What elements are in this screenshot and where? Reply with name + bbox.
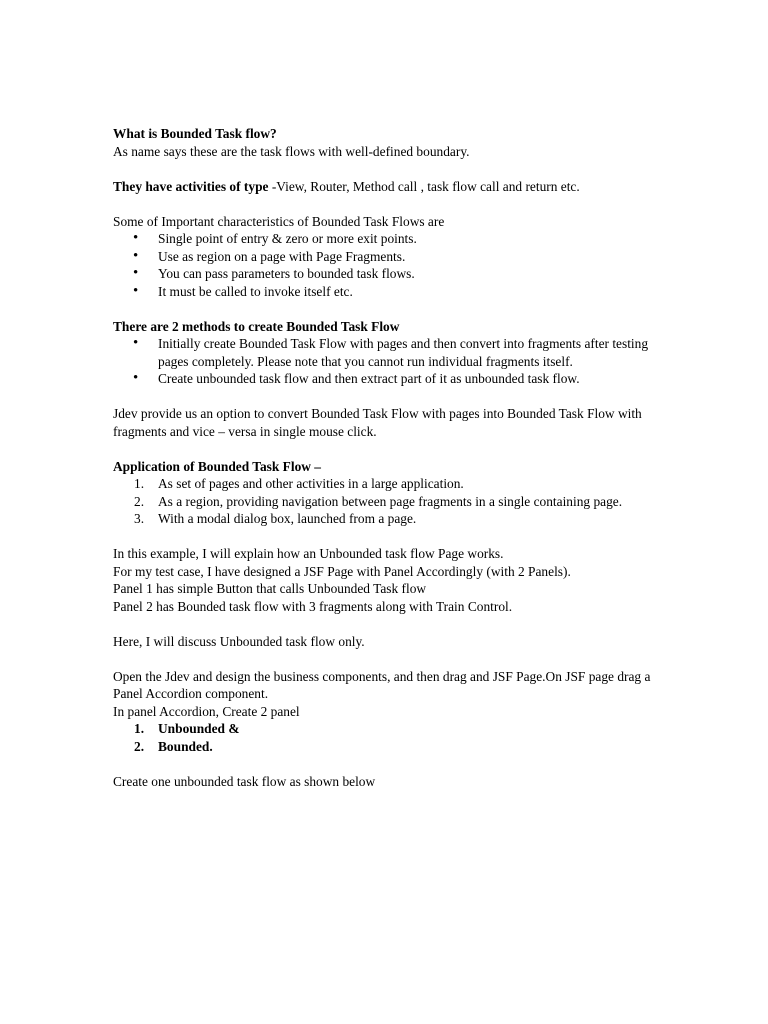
list-item	[113, 720, 653, 738]
list-number: 2.	[134, 493, 145, 509]
list-item: • You can pass parameters to bounded task flows.	[113, 265, 653, 283]
list-item	[113, 475, 653, 493]
list-number: 3.	[134, 511, 145, 526]
document-body	[113, 125, 653, 790]
methods-list	[113, 335, 653, 388]
list-text: As set of pages and other activities in a large application.	[158, 476, 464, 491]
applications-list	[113, 475, 653, 528]
list-item: • Initially create Bounded Task Flow with pages and then convert into fragments after testing pages completely. Please note that you cannot run individual fragments itself.	[113, 335, 653, 370]
list-number: 1.	[134, 721, 145, 736]
list-item: • It must be called to invoke itself etc.	[113, 283, 653, 301]
list-number: 2.	[134, 738, 145, 754]
activities-label: They have activities of type	[113, 178, 269, 194]
example-line: In this example, I will explain how an Unbounded task flow Page works.	[113, 546, 504, 561]
characteristics-list	[113, 230, 653, 300]
activities-text: -View, Router, Method call , task flow call and return etc.	[268, 178, 580, 194]
definition-text: As name says these are the task flows with well-defined boundary.	[113, 143, 470, 159]
example-line: Panel 1 has simple Button that calls Unbounded Task flow	[113, 581, 427, 596]
list-item	[113, 493, 653, 511]
list-number: 1.	[134, 476, 145, 491]
list-text: Bounded.	[158, 738, 213, 754]
list-item: • Single point of entry & zero or more exit points.	[113, 230, 653, 248]
discuss-line: Here, I will discuss Unbounded task flow only.	[113, 633, 365, 649]
list-item	[113, 510, 653, 528]
list-item: • Use as region on a page with Page Fragments.	[113, 248, 653, 266]
panel-accordion-line: In panel Accordion, Create 2 panel	[113, 703, 300, 719]
example-line: For my test case, I have designed a JSF Page with Panel Accordingly (with 2 Panels).	[113, 563, 571, 579]
methods-heading: There are 2 methods to create Bounded Task Flow	[113, 318, 400, 334]
list-text: Unbounded &	[158, 721, 240, 736]
open-jdev-paragraph: Open the Jdev and design the business components, and then drag and JSF Page.On JSF page drag a Panel Accordion component.	[113, 668, 651, 701]
list-text: With a modal dialog box, launched from a page.	[158, 511, 417, 526]
list-item: • Create unbounded task flow and then extract part of it as unbounded task flow.	[113, 370, 653, 388]
panels-list	[113, 720, 653, 755]
list-item	[113, 738, 653, 756]
example-line: Panel 2 has Bounded task flow with 3 fragments along with Train Control.	[113, 598, 513, 614]
activities-line	[113, 178, 653, 196]
jdev-paragraph: Jdev provide us an option to convert Bounded Task Flow with pages into Bounded Task Flow with fragments and vice – versa in single mouse click.	[113, 406, 642, 439]
final-line: Create one unbounded task flow as shown below	[113, 773, 376, 789]
section-heading-bounded-task-flow: What is Bounded Task flow?	[113, 126, 277, 141]
application-heading: Application of Bounded Task Flow –	[113, 458, 321, 474]
characteristics-intro: Some of Important characteristics of Bounded Task Flows are	[113, 213, 445, 229]
list-text: As a region, providing navigation between page fragments in a single containing page.	[158, 493, 623, 509]
